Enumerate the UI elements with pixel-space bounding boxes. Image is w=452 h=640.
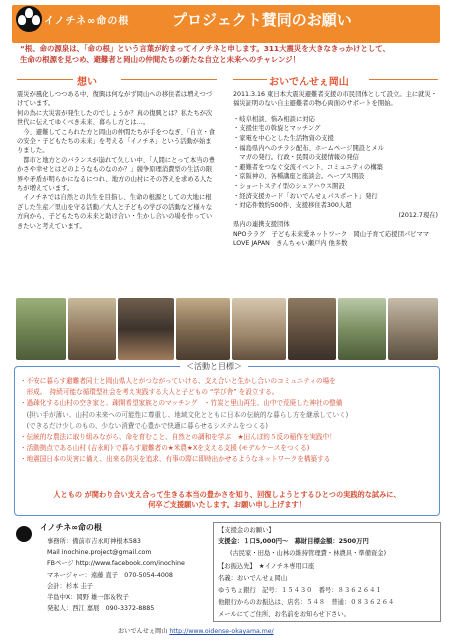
- transfer-heading: 【お振込先】 ★イノチネ専用口座: [218, 563, 315, 570]
- photo-shrine: [176, 298, 230, 360]
- thoughts-paragraph: 震災が風化しつつある中、復興は何ながず岡山への移住者は増えつづけています。: [17, 91, 213, 108]
- list-item: ・対応件数約500件、支援移住者300人超: [233, 202, 352, 210]
- activity-list: [233, 115, 438, 211]
- photo-strip: [16, 298, 438, 360]
- list-item: ・避難者をつなぐ交流イベント、コミュニティの構築: [233, 163, 383, 171]
- goal-item: (できるだけ少しのもの、少ない消費で心豊かで快適に暮らせるシステムをつくる): [20, 421, 268, 430]
- photo-children-field: [16, 298, 66, 360]
- website-link[interactable]: http://www.oidense-okayama.me/: [169, 628, 274, 635]
- footer-logo-icon: [16, 526, 32, 542]
- list-item: ・京阪神の、各種講座と座談会。へーブス開設: [233, 173, 365, 181]
- footer-org-name: イノチネ∞命の根: [40, 523, 102, 532]
- photo-gathering: [118, 298, 174, 360]
- list-item: マガの発行。行政・民間の支援情報の発信: [233, 154, 359, 162]
- thoughts-paragraph: イノチネでは自然との共生を目指し、生命の根源としての大地に根ざした生産／里山を守る活動／大人と子どもの学びの活動など様々な方向から、子どもたちの未来と助け合い・生かし合いの場を作っていきたいと考えています。: [17, 194, 213, 230]
- goal-item: ・不安に暮らす避難者同士と岡山県人とがつながっていける、支え合いと生かし合いのコミュニティの場を: [20, 377, 336, 385]
- partner-orgs-title: 県内の連携支援団体: [233, 221, 290, 229]
- photo-workshop: [68, 298, 116, 360]
- footer-url-line: [118, 626, 274, 635]
- organization-column: [233, 90, 438, 248]
- list-item: ・ショートステイ型のシェアハウス開設: [233, 182, 345, 190]
- logo-icon: [16, 6, 42, 32]
- thoughts-paragraph: 都市と地方とのバランスが崩れて久しい中、「人間にとって本当の豊かさや幸せとはどのようなものなのか？」競争原理消費型の生活の限界や矛盾が明らかになるにつれ、地方の山村にその答えを求める人たちが増えています。: [17, 156, 216, 193]
- goal-item: ・地震国日本の災害に備え、出来る防災を追求、有事の際に即時出かせるようなネットワークを構築する: [20, 455, 331, 464]
- date-note: (2012.7現在): [398, 211, 438, 219]
- left-heading-label: 想い: [77, 77, 97, 88]
- photo-group: [288, 298, 336, 360]
- list-item: ・経済支援カード「おいでんせぇパスポート」発行: [233, 192, 378, 200]
- contact-line: マネージャー：遠藤 直子 070-5054-4008: [47, 571, 173, 579]
- list-item: ・福島県内へのチラシ配布、ホームページ開設とメル: [233, 144, 384, 152]
- yucho-account: ゆうちょ銀行 記号：１５４３０ 番号：８３６２６４１: [218, 587, 382, 594]
- left-section-heading: [17, 73, 217, 86]
- thoughts-column: [17, 90, 217, 231]
- list-item: ・岐阜相談、悩み相談に対応: [233, 115, 315, 123]
- goals-closing: [20, 490, 434, 510]
- partner-orgs-list: NPOララグ 子ども未来愛ネットワーク 岡山子育て応援団パピママ LOVE JAPAN きんちゃい瀬戸内 他多数: [233, 230, 436, 247]
- intro-line: “根、命の源泉は、「命の根」という言葉が約まってイノチネと申します。311大震災を大きなきっかけとして、: [20, 44, 390, 53]
- goal-item: (担い手が薄い、山村の未来への可能性に尊重し、地域文化とともに日本の伝統的な暮らし方を継承していく): [20, 410, 349, 419]
- contact-info: [47, 536, 185, 614]
- contact-line: 事務所：備前市吉永町神根本583: [47, 538, 141, 545]
- support-usage: (古民家・田島・山林の維持管理費・林農具・準備資金): [230, 550, 387, 557]
- goal-item: ・過疎化する山村の空き家と、疎開希望家族とのマッチング ・竹炭と里山再生、山中で荒廃した神社の整備: [20, 399, 343, 408]
- support-note: メールにてご住所、お名前をお知らせ下さい。: [218, 611, 350, 618]
- list-item: ・支援住宅の斡旋とマッチング: [233, 125, 321, 133]
- thoughts-paragraph: 何の為に大災害が発生したのでしょうか？真の復興とは？私たちが次世代に伝えてゆくべき未来、暮らし方とは…。: [17, 109, 213, 127]
- closing-line: 何卒ご支援願いたします。お願い申し上げます！: [148, 500, 306, 509]
- contact-facebook-link[interactable]: FBページ http://www.facebook.com/inochine: [47, 560, 185, 568]
- goal-item: ・伝統的な農法に取り組みながら、命を育むこと、自然との調和を学ぶ ★田んぼ約５反の稲作を実践中！: [20, 433, 336, 442]
- photo-event: [388, 298, 438, 360]
- closing-line: 人ともの が関わり合い支え合って生きる本当の豊かさを知り、回復しようとするひとつの実践的な試みに、: [53, 490, 401, 499]
- list-item: ・家電を中心とした生活物資の支援: [233, 135, 334, 142]
- contact-line: 発起人：西江 嘉展 090-3372-8885: [47, 605, 155, 613]
- other-bank-account: 他銀行からのお振込は、店名：５４８ 普通：０８３６２６４: [218, 599, 395, 606]
- goal-item: ・活動拠点である山村 (吉永町) で暮らす避難者の★米農★Xを支える支援 (モデルケースをつくる): [20, 444, 310, 453]
- footer-prefix: おいでんせぇ岡山: [118, 628, 168, 635]
- right-section-heading: [233, 73, 438, 86]
- contact-line: 会計：杉本 圭子: [47, 582, 94, 590]
- photo-meeting: [232, 298, 286, 360]
- intro-text: [20, 43, 444, 65]
- account-name: 名義：おいでんせぇ岡山: [218, 575, 288, 582]
- goal-item: 形成。 持続可能な循環型社会を考え実践する大人と子どもの “学び舎” を設立する。: [20, 388, 279, 397]
- goals-list: [20, 376, 434, 466]
- support-amount: 支援金：１口5,000円〜 募財目標金額：2500万円: [218, 538, 369, 545]
- intro-line: 生命の根源を見つめ、避難者と岡山の仲間たちの新たな自立と未来へのチャレンジ！: [20, 55, 300, 64]
- support-title: 【支援金のお願い】: [218, 527, 275, 534]
- brand-name: イノチネ∞命の根: [44, 16, 130, 27]
- support-box: [213, 522, 441, 622]
- org-description: 2011.3.16 東日本大震災避難者支援の市民団体として設立。主に就災・福災証明のない自主避難者の物心両面のサポートを開始。: [233, 91, 438, 108]
- goals-title: ＜活動と目標＞: [180, 361, 248, 372]
- thoughts-paragraph: 今、避難してこられた方と岡山の仲間たちが手をつなぎ、「自立・食の安全・子どもたちの未来」を考える「イノチネ」という活動が始まりました。: [17, 128, 216, 155]
- right-heading-label: おいでんせぇ岡山: [269, 77, 349, 88]
- contact-line: 半島中X：岡野 雄一郎＆牧子: [47, 594, 129, 602]
- contact-email[interactable]: Mail inochine.project@gmail.com: [47, 549, 152, 557]
- page-title: プロジェクト賛同のお願い: [172, 11, 352, 29]
- photo-rice-field: [338, 298, 386, 360]
